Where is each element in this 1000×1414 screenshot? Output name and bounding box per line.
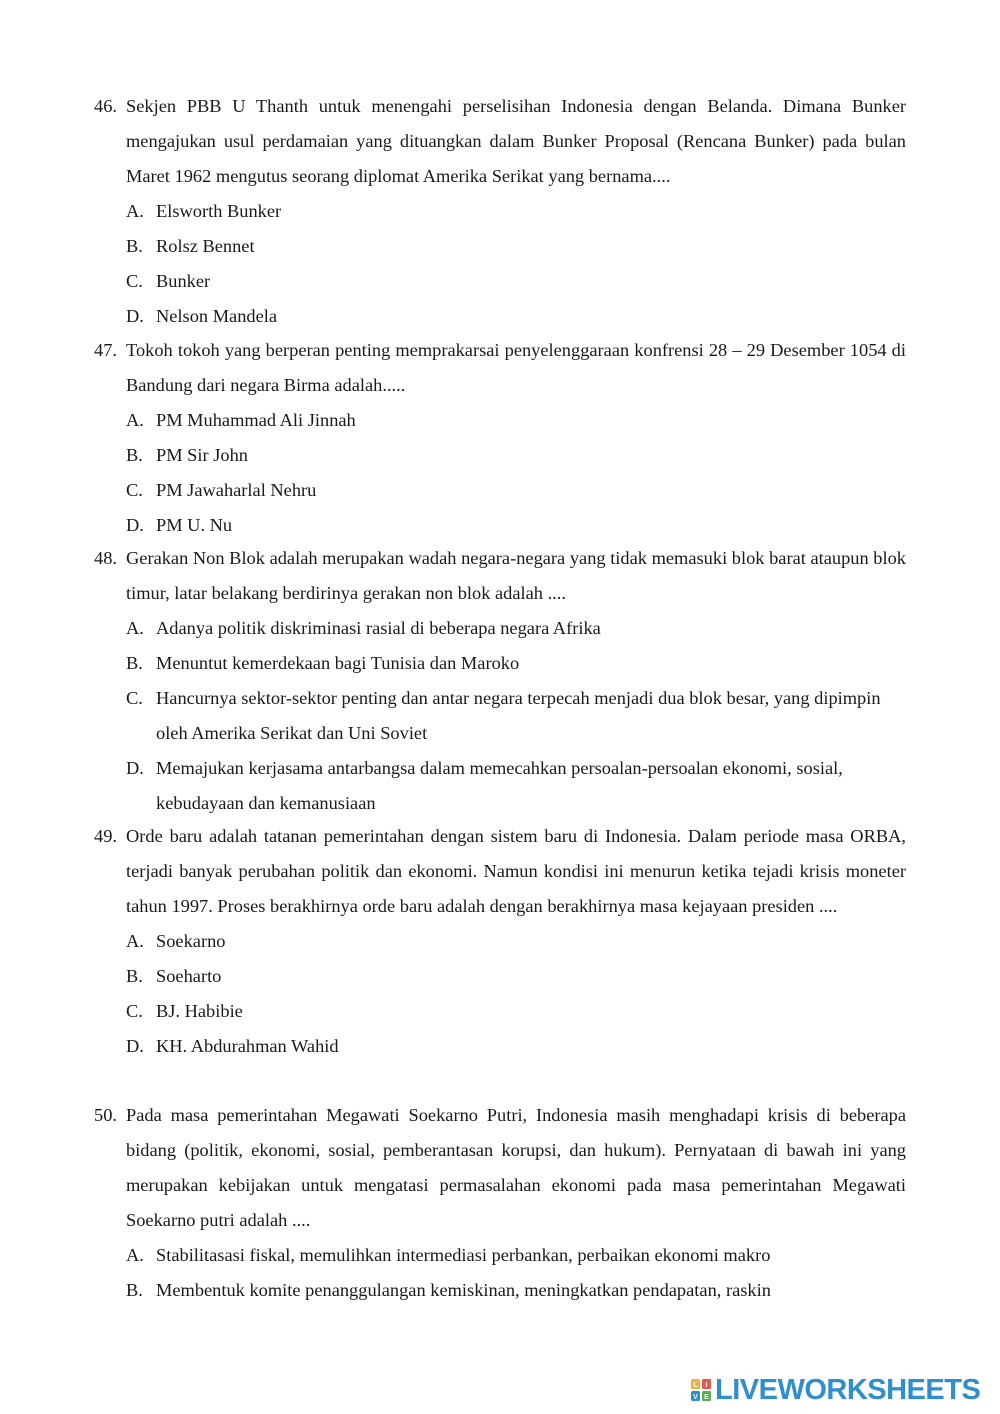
option-letter: D. <box>126 758 144 778</box>
option-text: PM Muhammad Ali Jinnah <box>156 410 356 430</box>
option-letter: C. <box>126 688 143 708</box>
svg-text:L: L <box>693 1382 698 1389</box>
option-letter: B. <box>126 653 143 673</box>
option-text: KH. Abdurahman Wahid <box>156 1036 339 1056</box>
question-text: Pada masa pemerintahan Megawati Soekarno Putri, Indonesia masih menghadapi krisis di beberapa bidang (politik, ekonomi, sosial, pemberantasan korupsi, dan hukum). Pernyataan di bawah ini yang merupakan kebijakan untuk mengatasi permasalahan ekonomi pada masa pemerintahan Megawati Soekarno putri adalah .... <box>126 1105 906 1230</box>
svg-text:E: E <box>704 1394 709 1401</box>
options-list <box>94 924 906 1064</box>
option-text: Stabilitasasi fiskal, memulihkan intermediasi perbankan, perbaikan ekonomi makro <box>156 1245 771 1265</box>
option-text: Elsworth Bunker <box>156 201 282 221</box>
option-text: Rolsz Bennet <box>156 236 255 256</box>
question-47 <box>94 333 906 543</box>
option-letter: D. <box>126 306 144 326</box>
option-letter: A. <box>126 618 144 638</box>
liveworksheets-logo-text: LIVEWORKSHEETS <box>715 1374 981 1406</box>
option-a <box>126 403 906 438</box>
option-b <box>126 646 906 681</box>
option-text: Menuntut kemerdekaan bagi Tunisia dan Maroko <box>156 653 520 673</box>
question-number: 50. <box>94 1105 117 1125</box>
question-48 <box>94 541 906 821</box>
question-50 <box>94 1098 906 1308</box>
options-list <box>94 611 906 821</box>
option-text: Soekarno <box>156 931 226 951</box>
option-text: Bunker <box>156 271 211 291</box>
option-a <box>126 1238 906 1273</box>
question-text: Tokoh tokoh yang berperan penting memprakarsai penyelenggaraan konfrensi 28 – 29 Desember 1054 di Bandung dari negara Birma adalah..... <box>126 340 906 395</box>
question-text: Gerakan Non Blok adalah merupakan wadah negara-negara yang tidak memasuki blok barat ataupun blok timur, latar belakang berdirinya gerakan non blok adalah .... <box>126 548 906 603</box>
option-c <box>126 681 891 751</box>
question-text: Sekjen PBB U Thanth untuk menengahi perselisihan Indonesia dengan Belanda. Dimana Bunker mengajukan usul perdamaian yang dituangkan dalam Bunker Proposal (Rencana Bunker) pada bulan Maret 1962 mengutus seorang diplomat Amerika Serikat yang bernama.... <box>126 96 906 186</box>
option-letter: B. <box>126 445 143 465</box>
question-text: Orde baru adalah tatanan pemerintahan dengan sistem baru di Indonesia. Dalam periode masa ORBA, terjadi banyak perubahan politik dan ekonomi. Namun kondisi ini menurun ketika tejadi krisis moneter tahun 1997. Proses berakhirnya orde baru adalah dengan berakhirnya masa kejayaan presiden .... <box>126 826 906 916</box>
option-text: PM U. Nu <box>156 515 233 535</box>
option-letter: B. <box>126 236 143 256</box>
option-letter: A. <box>126 201 144 221</box>
options-list <box>94 1238 906 1308</box>
option-text: Hancurnya sektor-sektor penting dan antar negara terpecah menjadi dua blok besar, yang dipimpin oleh Amerika Serikat dan Uni Soviet <box>156 688 881 743</box>
options-list <box>94 403 906 543</box>
option-b <box>126 229 906 264</box>
option-d <box>126 508 906 543</box>
option-text: BJ. Habibie <box>156 1001 243 1021</box>
option-a <box>126 194 906 229</box>
option-d <box>126 751 856 821</box>
option-a <box>126 924 906 959</box>
question-number: 49. <box>94 826 117 846</box>
question-49 <box>94 819 906 1064</box>
option-letter: A. <box>126 931 144 951</box>
option-c <box>126 473 906 508</box>
option-text: Membentuk komite penanggulangan kemiskinan, meningkatkan pendapatan, raskin <box>156 1280 771 1300</box>
option-letter: C. <box>126 271 143 291</box>
option-b <box>126 959 906 994</box>
option-letter: C. <box>126 1001 143 1021</box>
option-letter: B. <box>126 1280 143 1300</box>
option-d <box>126 299 906 334</box>
option-text: Soeharto <box>156 966 222 986</box>
liveworksheets-logo <box>690 1374 980 1406</box>
svg-text:V: V <box>693 1394 698 1401</box>
option-text: Memajukan kerjasama antarbangsa dalam memecahkan persoalan-persoalan ekonomi, sosial, kebudayaan dan kemanusiaan <box>156 758 843 813</box>
option-text: PM Jawaharlal Nehru <box>156 480 317 500</box>
option-b <box>126 438 906 473</box>
option-c <box>126 264 906 299</box>
option-b <box>126 1273 906 1308</box>
option-letter: A. <box>126 1245 144 1265</box>
option-letter: D. <box>126 1036 144 1056</box>
option-c <box>126 994 906 1029</box>
option-letter: B. <box>126 966 143 986</box>
option-letter: D. <box>126 515 144 535</box>
question-number: 47. <box>94 340 117 360</box>
question-number: 46. <box>94 96 117 116</box>
question-number: 48. <box>94 548 117 568</box>
option-letter: C. <box>126 480 143 500</box>
option-text: Nelson Mandela <box>156 306 278 326</box>
svg-text:I: I <box>705 1382 708 1389</box>
option-d <box>126 1029 906 1064</box>
option-text: PM Sir John <box>156 445 248 465</box>
option-a <box>126 611 906 646</box>
liveworksheets-logo-icon <box>690 1378 712 1402</box>
options-list <box>94 194 906 334</box>
question-46 <box>94 89 906 334</box>
option-letter: A. <box>126 410 144 430</box>
option-text: Adanya politik diskriminasi rasial di beberapa negara Afrika <box>156 618 601 638</box>
